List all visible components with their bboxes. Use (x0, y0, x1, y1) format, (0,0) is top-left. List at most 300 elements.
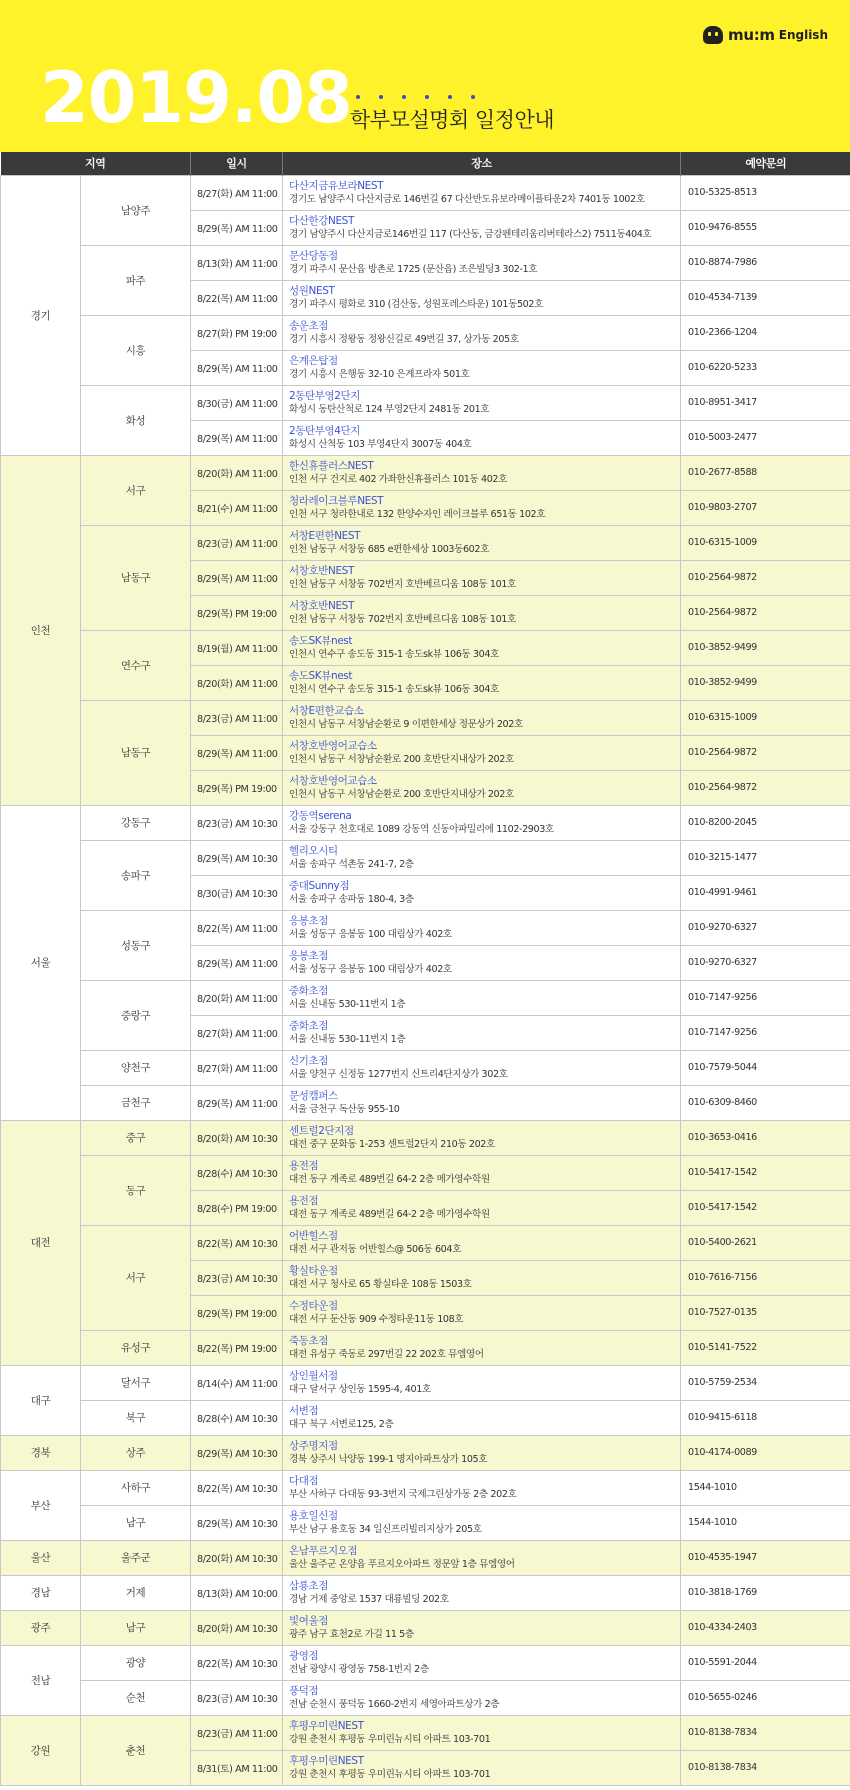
region-cell: 대전 (1, 1120, 81, 1365)
district-cell: 북구 (81, 1400, 191, 1435)
col-header-contact: 예약문의 (681, 152, 850, 175)
place-cell (283, 1575, 681, 1610)
place-cell (283, 315, 681, 350)
datetime-cell: 8/23(금) AM 11:00 (191, 525, 283, 560)
table-row (1, 175, 850, 210)
datetime-cell: 8/29(목) AM 10:30 (191, 1505, 283, 1540)
district-cell: 서구 (81, 455, 191, 525)
place-cell (283, 1750, 681, 1785)
contact-phone: 010-7147-9256 (681, 980, 850, 1015)
branch-address: 경기 시흥시 정왕동 정왕신길로 49번길 37, 상가동 205호 (289, 333, 519, 345)
datetime-cell: 8/20(화) AM 11:00 (191, 980, 283, 1015)
branch-address: 부산 남구 용호동 34 일신프리빌리지상가 205호 (289, 1523, 482, 1535)
place-cell (283, 1225, 681, 1260)
datetime-cell: 8/29(목) AM 11:00 (191, 560, 283, 595)
table-row (1, 455, 850, 490)
branch-address: 인천 남동구 서창동 685 e편한세상 1003동602호 (289, 543, 489, 555)
branch-name: 죽동초점 (289, 1334, 328, 1347)
branch-address: 대전 서구 관저동 어반힐스@ 506동 604호 (289, 1243, 461, 1255)
datetime-cell: 8/13(화) AM 11:00 (191, 245, 283, 280)
place-cell (283, 455, 681, 490)
contact-phone: 010-8874-7986 (681, 245, 850, 280)
branch-address: 인천 남동구 서창동 702번지 호반베르디움 108동 101호 (289, 613, 516, 625)
branch-address: 전남 순천시 풍덕동 1660-2번지 세영아파트상가 2층 (289, 1698, 500, 1710)
datetime-cell: 8/22(목) AM 10:30 (191, 1470, 283, 1505)
place-cell (283, 945, 681, 980)
contact-phone: 010-4991-9461 (681, 875, 850, 910)
branch-name: 성원NEST (289, 284, 335, 297)
branch-name: 송도SK뷰nest (289, 634, 353, 647)
place-cell (283, 980, 681, 1015)
district-cell: 남양주 (81, 175, 191, 245)
contact-phone: 010-8200-2045 (681, 805, 850, 840)
contact-phone: 010-9803-2707 (681, 490, 850, 525)
branch-name: 서변점 (289, 1404, 319, 1417)
table-row (1, 385, 850, 420)
contact-phone: 010-5759-2534 (681, 1365, 850, 1400)
region-cell: 경북 (1, 1435, 81, 1470)
contact-phone: 010-8951-3417 (681, 385, 850, 420)
datetime-cell: 8/20(화) AM 10:30 (191, 1540, 283, 1575)
contact-phone: 010-9415-6118 (681, 1400, 850, 1435)
place-cell (283, 560, 681, 595)
branch-name: 강동역serena (289, 809, 352, 822)
region-cell: 울산 (1, 1540, 81, 1575)
datetime-cell: 8/28(수) AM 10:30 (191, 1400, 283, 1435)
branch-name: 서창E편한NEST (289, 529, 361, 542)
place-cell (283, 630, 681, 665)
place-cell (283, 175, 681, 210)
branch-name: 어반힐스점 (289, 1229, 338, 1242)
contact-phone: 1544-1010 (681, 1505, 850, 1540)
place-cell (283, 1365, 681, 1400)
region-cell: 전남 (1, 1645, 81, 1715)
datetime-cell: 8/27(화) PM 19:00 (191, 315, 283, 350)
table-row (1, 1470, 850, 1505)
datetime-cell: 8/19(월) AM 11:00 (191, 630, 283, 665)
branch-address: 대전 동구 계족로 489번길 64-2 2층 메가영수학원 (289, 1173, 490, 1185)
contact-phone: 010-5400-2621 (681, 1225, 850, 1260)
table-row (1, 700, 850, 735)
branch-address: 대전 동구 계족로 489번길 64-2 2층 메가영수학원 (289, 1208, 490, 1220)
branch-name: 중대Sunny점 (289, 879, 350, 892)
branch-address: 대전 중구 문화동 1-253 센트럴2단지 210동 202호 (289, 1138, 495, 1150)
branch-name: 응봉초점 (289, 914, 328, 927)
contact-phone: 010-6315-1009 (681, 700, 850, 735)
branch-name: 온남푸르지오점 (289, 1544, 358, 1557)
datetime-cell: 8/23(금) AM 11:00 (191, 1715, 283, 1750)
branch-address: 인천시 남동구 서창남순환로 200 호반단지내상가 202호 (289, 788, 514, 800)
branch-address: 서울 송파구 송파동 180-4, 3층 (289, 893, 414, 905)
branch-address: 대구 북구 서변로125, 2층 (289, 1418, 394, 1430)
branch-address: 대전 서구 청사로 65 황실타운 108동 1503호 (289, 1278, 472, 1290)
contact-phone: 010-3653-0416 (681, 1120, 850, 1155)
place-cell (283, 1610, 681, 1645)
place-cell (283, 210, 681, 245)
branch-name: 응봉초점 (289, 949, 328, 962)
place-cell (283, 770, 681, 805)
table-row (1, 1575, 850, 1610)
branch-address: 경기 파주시 문산읍 방촌로 1725 (문산읍) 조은빌딩3 302-1호 (289, 263, 538, 275)
datetime-cell: 8/29(목) AM 11:00 (191, 350, 283, 385)
branch-name: 2동탄부영4단지 (289, 424, 361, 437)
branch-name: 서창호반NEST (289, 564, 354, 577)
place-cell (283, 840, 681, 875)
contact-phone: 010-2366-1204 (681, 315, 850, 350)
district-cell: 성동구 (81, 910, 191, 980)
branch-address: 경남 거제 중앙로 1537 대룡빌딩 202호 (289, 1593, 449, 1605)
district-cell: 남구 (81, 1505, 191, 1540)
region-cell: 경기 (1, 175, 81, 455)
branch-name: 다산지금유보라NEST (289, 179, 384, 192)
region-cell: 서울 (1, 805, 81, 1120)
district-cell: 중구 (81, 1120, 191, 1155)
datetime-cell: 8/27(화) AM 11:00 (191, 1050, 283, 1085)
branch-name: 상주명지점 (289, 1439, 338, 1452)
brand-sub: English (778, 28, 828, 42)
place-cell (283, 910, 681, 945)
place-cell (283, 1330, 681, 1365)
contact-phone: 010-3818-1769 (681, 1575, 850, 1610)
table-row (1, 1645, 850, 1680)
branch-address: 인천 서구 청라한내로 132 한양수자인 레이크블루 651동 102호 (289, 508, 546, 520)
place-cell (283, 420, 681, 455)
branch-address: 서울 송파구 석촌동 241-7, 2층 (289, 858, 414, 870)
place-cell (283, 525, 681, 560)
datetime-cell: 8/20(화) AM 10:30 (191, 1610, 283, 1645)
contact-phone: 010-7147-9256 (681, 1015, 850, 1050)
branch-address: 부산 사하구 다대동 93-3번지 국제그린상가동 2층 202호 (289, 1488, 517, 1500)
place-cell (283, 595, 681, 630)
datetime-cell: 8/31(토) AM 11:00 (191, 1750, 283, 1785)
contact-phone: 010-2564-9872 (681, 735, 850, 770)
place-cell (283, 1680, 681, 1715)
contact-phone: 010-5325-8513 (681, 175, 850, 210)
datetime-cell: 8/23(금) AM 10:30 (191, 805, 283, 840)
col-header-datetime: 일시 (191, 152, 283, 175)
place-cell (283, 1295, 681, 1330)
branch-name: 중화초점 (289, 984, 328, 997)
branch-name: 송도SK뷰nest (289, 669, 353, 682)
datetime-cell: 8/28(수) PM 19:00 (191, 1190, 283, 1225)
contact-phone: 010-5591-2044 (681, 1645, 850, 1680)
contact-phone: 010-5417-1542 (681, 1190, 850, 1225)
branch-address: 인천 서구 건지로 402 가좌한신휴플러스 101동 402호 (289, 473, 507, 485)
mum-logo-icon (703, 26, 723, 44)
branch-address: 경기 시흥시 은행동 32-10 은계프라자 501호 (289, 368, 470, 380)
contact-phone: 010-8138-7834 (681, 1750, 850, 1785)
datetime-cell: 8/22(목) AM 11:00 (191, 280, 283, 315)
branch-name: 후평우미린NEST (289, 1719, 364, 1732)
district-cell: 남구 (81, 1610, 191, 1645)
datetime-cell: 8/14(수) AM 11:00 (191, 1365, 283, 1400)
table-row (1, 1085, 850, 1120)
brand-name: mu:m (728, 26, 775, 44)
table-row (1, 980, 850, 1015)
table-row (1, 1435, 850, 1470)
place-cell (283, 1085, 681, 1120)
branch-name: 서창E편한교습소 (289, 704, 364, 717)
branch-address: 강원 춘천시 후평동 우미린뉴시티 아파트 103-701 (289, 1768, 491, 1780)
contact-phone: 010-6220-5233 (681, 350, 850, 385)
branch-address: 화성시 산척동 103 부영4단지 3007동 404호 (289, 438, 472, 450)
branch-address: 대전 유성구 죽동로 297번길 22 202호 뮤엠영어 (289, 1348, 484, 1360)
region-cell: 부산 (1, 1470, 81, 1540)
district-cell: 양천구 (81, 1050, 191, 1085)
contact-phone: 010-6309-8460 (681, 1085, 850, 1120)
place-cell (283, 1155, 681, 1190)
region-cell: 광주 (1, 1610, 81, 1645)
contact-phone: 010-2564-9872 (681, 770, 850, 805)
contact-phone: 010-9270-6327 (681, 945, 850, 980)
branch-name: 다대점 (289, 1474, 319, 1487)
table-row (1, 1155, 850, 1190)
branch-name: 신기초점 (289, 1054, 328, 1067)
district-cell: 남동구 (81, 525, 191, 630)
branch-name: 용전점 (289, 1159, 319, 1172)
table-row (1, 840, 850, 875)
datetime-cell: 8/29(목) PM 19:00 (191, 1295, 283, 1330)
branch-address: 서울 성동구 응봉동 100 대림상가 402호 (289, 963, 452, 975)
branch-name: 광영점 (289, 1649, 319, 1662)
place-cell (283, 805, 681, 840)
branch-address: 울산 울주군 온양읍 푸르지오아파트 정문앞 1층 뮤엠영어 (289, 1558, 515, 1570)
page-subtitle: 학부모설명회 일정안내 (350, 108, 555, 132)
contact-phone: 010-5655-0246 (681, 1680, 850, 1715)
place-cell (283, 1400, 681, 1435)
branch-name: 용호일신점 (289, 1509, 338, 1522)
branch-address: 인천시 연수구 송도동 315-1 송도sk뷰 106동 304호 (289, 648, 499, 660)
table-row (1, 1540, 850, 1575)
datetime-cell: 8/30(금) AM 11:00 (191, 385, 283, 420)
district-cell: 연수구 (81, 630, 191, 700)
brand-logo (703, 26, 828, 44)
district-cell: 달서구 (81, 1365, 191, 1400)
datetime-cell: 8/20(화) AM 11:00 (191, 665, 283, 700)
branch-name: 송운초점 (289, 319, 328, 332)
district-cell: 금천구 (81, 1085, 191, 1120)
table-row (1, 1330, 850, 1365)
datetime-cell: 8/20(화) AM 10:30 (191, 1120, 283, 1155)
branch-name: 황실타운점 (289, 1264, 338, 1277)
district-cell: 송파구 (81, 840, 191, 910)
contact-phone: 010-6315-1009 (681, 525, 850, 560)
page-title: 2019.08 (40, 57, 352, 139)
datetime-cell: 8/23(금) AM 11:00 (191, 700, 283, 735)
decorative-dots (356, 95, 494, 99)
branch-address: 인천시 남동구 서창남순환로 9 이편한세상 정문상가 202호 (289, 718, 523, 730)
branch-name: 2동탄부영2단지 (289, 389, 361, 402)
place-cell (283, 1715, 681, 1750)
branch-name: 헬리오시티 (289, 844, 338, 857)
region-cell: 강원 (1, 1715, 81, 1785)
place-cell (283, 1260, 681, 1295)
datetime-cell: 8/29(목) PM 19:00 (191, 770, 283, 805)
contact-phone: 010-7616-7156 (681, 1260, 850, 1295)
table-row (1, 525, 850, 560)
branch-name: 용전점 (289, 1194, 319, 1207)
header-banner (0, 0, 850, 152)
table-row (1, 1505, 850, 1540)
datetime-cell: 8/22(목) AM 10:30 (191, 1645, 283, 1680)
datetime-cell: 8/23(금) AM 10:30 (191, 1680, 283, 1715)
place-cell (283, 385, 681, 420)
branch-name: 서창호반영어교습소 (289, 739, 377, 752)
datetime-cell: 8/21(수) AM 11:00 (191, 490, 283, 525)
branch-address: 경기 남양주시 다산지금로146번길 117 (다산동, 금강펜테리움리버테라스2) 7511동404호 (289, 228, 652, 240)
branch-name: 한신휴플러스NEST (289, 459, 374, 472)
branch-name: 서창호반NEST (289, 599, 354, 612)
contact-phone: 010-3852-9499 (681, 630, 850, 665)
contact-phone: 010-7527-0135 (681, 1295, 850, 1330)
branch-address: 경북 상주시 낙양동 199-1 명지아파트상가 105호 (289, 1453, 488, 1465)
schedule-body (1, 175, 850, 1785)
place-cell (283, 245, 681, 280)
contact-phone: 010-5003-2477 (681, 420, 850, 455)
contact-phone: 010-2564-9872 (681, 560, 850, 595)
region-cell: 경남 (1, 1575, 81, 1610)
district-cell: 중랑구 (81, 980, 191, 1050)
contact-phone: 010-5417-1542 (681, 1155, 850, 1190)
district-cell: 남동구 (81, 700, 191, 805)
table-row (1, 1610, 850, 1645)
branch-address: 인천시 연수구 송도동 315-1 송도sk뷰 106동 304호 (289, 683, 499, 695)
branch-address: 서울 양천구 신정동 1277번지 신트리4단지상가 302호 (289, 1068, 508, 1080)
branch-address: 대구 달서구 상인동 1595-4, 401호 (289, 1383, 431, 1395)
district-cell: 광양 (81, 1645, 191, 1680)
place-cell (283, 280, 681, 315)
branch-name: 문산당동점 (289, 249, 338, 262)
contact-phone: 010-9270-6327 (681, 910, 850, 945)
place-cell (283, 490, 681, 525)
table-row (1, 1400, 850, 1435)
place-cell (283, 1470, 681, 1505)
place-cell (283, 1015, 681, 1050)
branch-address: 경기도 남양주시 다산지금로 146번길 67 다산반도유보라메이플타운2차 7401동 1002호 (289, 193, 645, 205)
contact-phone: 010-2564-9872 (681, 595, 850, 630)
branch-name: 수정타운점 (289, 1299, 338, 1312)
place-cell (283, 1190, 681, 1225)
place-cell (283, 1505, 681, 1540)
branch-name: 문성캠퍼스 (289, 1089, 338, 1102)
branch-name: 중화초점 (289, 1019, 328, 1032)
contact-phone: 010-2677-8588 (681, 455, 850, 490)
branch-address: 인천시 남동구 서창남순환로 200 호반단지내상가 202호 (289, 753, 514, 765)
branch-address: 서울 금천구 독산동 955-10 (289, 1103, 400, 1115)
district-cell: 사하구 (81, 1470, 191, 1505)
district-cell: 파주 (81, 245, 191, 315)
col-header-region: 지역 (1, 152, 191, 175)
branch-name: 은계은탑점 (289, 354, 338, 367)
district-cell: 순천 (81, 1680, 191, 1715)
district-cell: 상주 (81, 1435, 191, 1470)
contact-phone: 010-4535-1947 (681, 1540, 850, 1575)
place-cell (283, 735, 681, 770)
datetime-cell: 8/29(목) AM 11:00 (191, 420, 283, 455)
contact-phone: 010-5141-7522 (681, 1330, 850, 1365)
district-cell: 서구 (81, 1225, 191, 1330)
branch-address: 인천 남동구 서창동 702번지 호반베르디움 108동 101호 (289, 578, 516, 590)
place-cell (283, 1540, 681, 1575)
district-cell: 유성구 (81, 1330, 191, 1365)
place-cell (283, 1050, 681, 1085)
table-row (1, 1715, 850, 1750)
datetime-cell: 8/27(화) AM 11:00 (191, 175, 283, 210)
branch-address: 화성시 동탄산척로 124 부영2단지 2481동 201호 (289, 403, 490, 415)
table-row (1, 1225, 850, 1260)
datetime-cell: 8/29(목) AM 10:30 (191, 1435, 283, 1470)
datetime-cell: 8/30(금) AM 10:30 (191, 875, 283, 910)
branch-address: 광주 남구 효천2로 가길 11 5층 (289, 1628, 414, 1640)
datetime-cell: 8/29(목) AM 11:00 (191, 1085, 283, 1120)
district-cell: 시흥 (81, 315, 191, 385)
schedule-table (0, 152, 850, 1786)
place-cell (283, 875, 681, 910)
district-cell: 강동구 (81, 805, 191, 840)
datetime-cell: 8/23(금) AM 10:30 (191, 1260, 283, 1295)
table-row (1, 1120, 850, 1155)
branch-name: 서창호반영어교습소 (289, 774, 377, 787)
branch-name: 청라레이크블루NEST (289, 494, 384, 507)
district-cell: 거제 (81, 1575, 191, 1610)
datetime-cell: 8/29(목) AM 11:00 (191, 735, 283, 770)
branch-name: 센트럴2단지점 (289, 1124, 354, 1137)
place-cell (283, 665, 681, 700)
place-cell (283, 1120, 681, 1155)
table-header-row (1, 152, 850, 175)
table-row (1, 630, 850, 665)
branch-address: 서울 성동구 응봉동 100 대림상가 402호 (289, 928, 452, 940)
branch-name: 빛여울점 (289, 1614, 328, 1627)
table-row (1, 910, 850, 945)
district-cell: 동구 (81, 1155, 191, 1225)
contact-phone: 010-4174-0089 (681, 1435, 850, 1470)
branch-address: 대전 서구 둔산동 909 수정타운11동 108호 (289, 1313, 464, 1325)
district-cell: 화성 (81, 385, 191, 455)
datetime-cell: 8/29(목) PM 19:00 (191, 595, 283, 630)
contact-phone: 010-4534-7139 (681, 280, 850, 315)
col-header-place: 장소 (283, 152, 681, 175)
datetime-cell: 8/27(화) AM 11:00 (191, 1015, 283, 1050)
contact-phone: 010-3852-9499 (681, 665, 850, 700)
contact-phone: 1544-1010 (681, 1470, 850, 1505)
datetime-cell: 8/20(화) AM 11:00 (191, 455, 283, 490)
table-row (1, 245, 850, 280)
branch-name: 상인월서점 (289, 1369, 338, 1382)
table-row (1, 315, 850, 350)
table-row (1, 1365, 850, 1400)
district-cell: 울주군 (81, 1540, 191, 1575)
datetime-cell: 8/28(수) AM 10:30 (191, 1155, 283, 1190)
contact-phone: 010-8138-7834 (681, 1715, 850, 1750)
table-row (1, 1050, 850, 1085)
datetime-cell: 8/29(목) AM 11:00 (191, 210, 283, 245)
branch-name: 후평우미린NEST (289, 1754, 364, 1767)
place-cell (283, 700, 681, 735)
datetime-cell: 8/22(목) AM 10:30 (191, 1225, 283, 1260)
district-cell: 춘천 (81, 1715, 191, 1785)
branch-name: 풍덕점 (289, 1684, 319, 1697)
place-cell (283, 1435, 681, 1470)
contact-phone: 010-7579-5044 (681, 1050, 850, 1085)
contact-phone: 010-3215-1477 (681, 840, 850, 875)
place-cell (283, 350, 681, 385)
datetime-cell: 8/13(화) AM 10:00 (191, 1575, 283, 1610)
branch-address: 강원 춘천시 후평동 우미린뉴시티 아파트 103-701 (289, 1733, 491, 1745)
region-cell: 인천 (1, 455, 81, 805)
datetime-cell: 8/22(목) PM 19:00 (191, 1330, 283, 1365)
contact-phone: 010-9476-8555 (681, 210, 850, 245)
